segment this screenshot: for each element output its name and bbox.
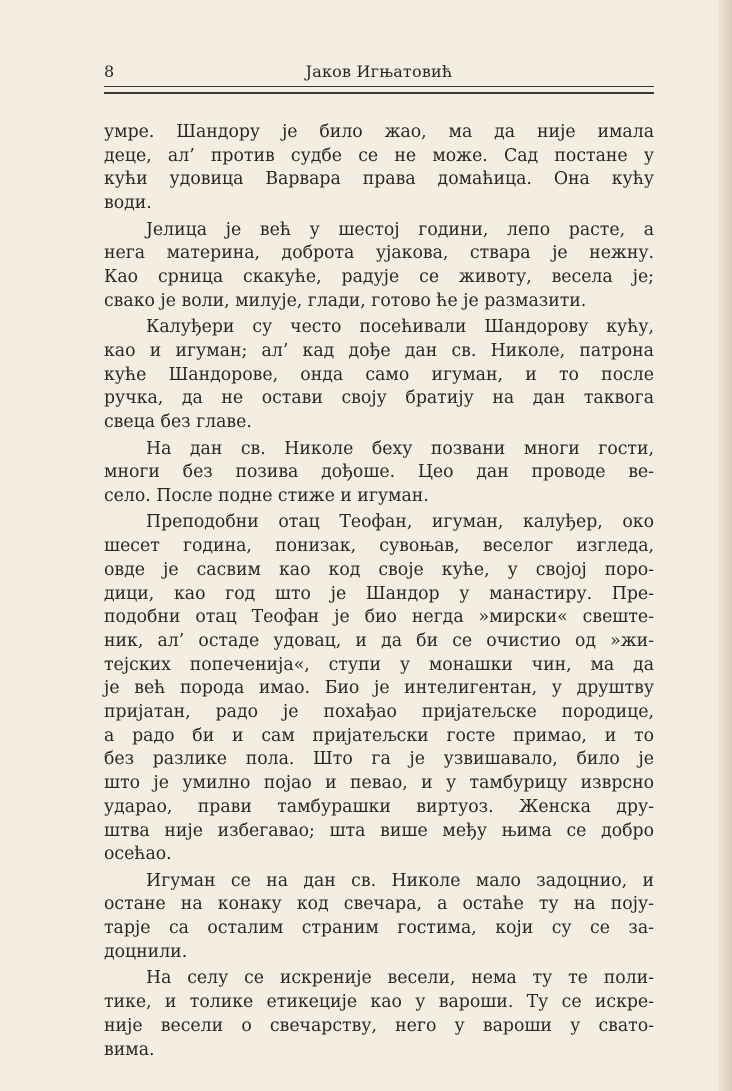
text-line: Игуман се на дан св. Николе мало задоцнио, и (146, 870, 654, 891)
text-line: води. (104, 193, 152, 214)
text-line: дици, као год што је Шандор у манастиру. Пре- (104, 583, 654, 604)
text-line: остане на конаку код свечара, а остаће ту на поју- (104, 894, 654, 915)
text-line: тарје са осталим страним гостима, који су се за- (104, 918, 654, 939)
text-line: доцнили. (104, 941, 188, 962)
page-edge-shadow (718, 0, 732, 1091)
text-line: На дан св. Николе беху позвани многи гости, (146, 438, 654, 459)
page-header (104, 60, 654, 84)
text-line: није весели о свечарству, него у вароши у свато- (104, 1015, 654, 1036)
text-line: подобни отац Теофан је био негда »мирски« свеште- (104, 607, 654, 628)
text-line: умре. Шандору је било жао, ма да није имала (104, 122, 654, 142)
page-number: 8 (104, 62, 115, 81)
text-line: Јелица је већ у шестој години, лепо расте, а (146, 219, 654, 240)
text-line: Као срница скакуће, радује се животу, весела је; (104, 267, 654, 288)
text-line: шесет година, понизак, сувоњав, веселог изгледа, (104, 536, 654, 557)
text-line: као и игуман; ал’ кад дође дан св. Николе, патрона (104, 340, 654, 361)
text-line: ник, ал’ остаде удовац, и да би се очистио од »жи- (104, 630, 654, 651)
body-text (104, 121, 654, 1065)
text-line: деце, ал’ против судбе се не може. Сад постане у (104, 145, 654, 166)
text-line: кући удовица Варвара права домаћица. Она кућу (104, 169, 654, 190)
text-line: штва није избегавао; шта више међу њима се добро (104, 820, 654, 841)
text-line: што је умилно појао и певао, и у тамбурицу изврсно (104, 773, 654, 794)
header-rule (104, 86, 654, 94)
text-line: куће Шандорове, онда само игуман, и то после (104, 364, 654, 385)
text-line: многи без позива дођоше. Цео дан проводе ве- (104, 462, 654, 483)
paragraph (104, 219, 654, 314)
text-line: село. После подне стиже и игуман. (104, 485, 429, 506)
text-line: је већ порода имао. Био је интелигентан, у друштву (104, 678, 654, 699)
text-line: овде је сасвим као код своје куће, у својој поро- (104, 559, 654, 580)
text-line: свеца без главе. (104, 412, 252, 433)
text-line: Калуђери су често посећивали Шандорову кућу, (146, 317, 654, 338)
text-line: осећао. (104, 844, 172, 865)
paragraph (104, 316, 654, 435)
paragraph (104, 438, 654, 509)
text-line: ударао, прави тамбурашки виртуоз. Женска дру- (104, 796, 654, 817)
text-line: свако је воли, милује, глади, готово ће је размазити. (104, 290, 587, 311)
text-line: пријатан, радо је похађао пријатељске породице, (104, 702, 654, 723)
text-line: ручка, да не остави своју братију на дан таквога (104, 388, 654, 409)
text-line: тике, и толике етикеције као у вароши. Ту се искре- (104, 992, 654, 1013)
text-line: а радо би и сам пријатељски госте примао, и то (104, 725, 654, 746)
paragraph (104, 511, 654, 867)
paragraph (104, 870, 654, 965)
text-line: Преподобни отац Теофан, игуман, калуђер, око (146, 512, 654, 533)
paragraph (104, 967, 654, 1062)
text-line: нега материна, доброта ујакова, ствара је нежну. (104, 243, 654, 264)
text-line: тејских попеченија«, ступи у монашки чин, ма да (104, 654, 654, 675)
text-line: без разлике пола. Што га је узвишавало, било је (104, 749, 654, 770)
text-line: На селу се искреније весели, нема ту те поли- (146, 968, 654, 989)
text-line: вима. (104, 1039, 155, 1060)
paragraph (104, 121, 654, 216)
running-title: Јаков Игњатовић (305, 62, 453, 81)
